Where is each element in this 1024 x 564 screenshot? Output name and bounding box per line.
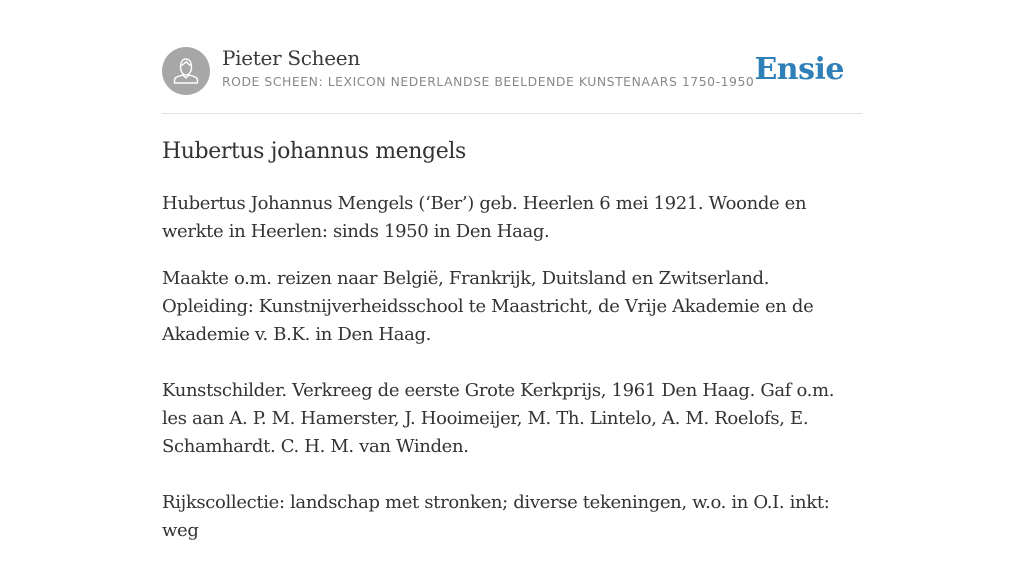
author-name[interactable]: Pieter Scheen [222,46,360,70]
paragraph: Hubertus Johannus Mengels (‘Ber’) geb. Heerlen 6 mei 1921. Woonde en werkte in Heerlen: sinds 1950 in Den Haag. [162,193,807,242]
document-header [162,0,862,114]
document-container [162,0,862,541]
paragraph: Maakte o.m. reizen naar België, Frankrijk, Duitsland en Zwitserland. Opleiding: Kunstnijverheidsschool te Maastricht, de Vrije Akademie en de Akademie v. B.K. in Den Haag. Kunstschilder. Verkreeg de eerste Grote Kerkprijs, 1961 Den Haag. Gaf o.m. les aan A. P. M. Hamerster, J. Hooimeijer, M. Th. Lintelo, A. M. Roelofs, E. Schamhardt. C. H. M. van Winden. Rijkscollectie: landschap met stronken; diverse tekeningen, w.o. in O.I. inkt: weg [162,268,835,541]
avatar[interactable] [162,47,210,95]
article-title: Hubertus johannus mengels [162,139,466,164]
source-title[interactable]: RODE SCHEEN: LEXICON NEDERLANDSE BEELDENDE KUNSTENAARS 1750-1950 [222,74,755,89]
brand-logo[interactable]: Ensie [754,52,844,87]
user-silhouette-icon [162,47,210,95]
article-body [162,190,862,564]
